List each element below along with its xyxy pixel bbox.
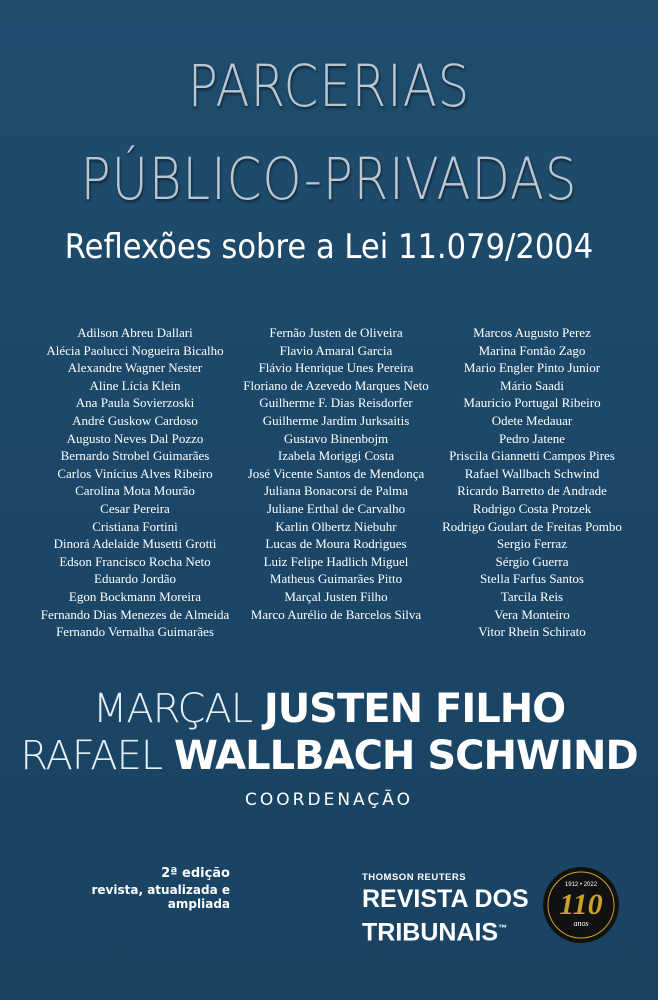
author-name: Guilherme Jardim Jurksaitis [262, 412, 410, 428]
author-name: Alexandre Wagner Nester [67, 360, 203, 376]
seal-number: 110 [559, 888, 603, 921]
author-name: Fernando Dias Menezes de Almeida [40, 606, 230, 622]
author-name: Cesar Pereira [100, 500, 170, 516]
author-name: Egon Bockmann Moreira [68, 588, 202, 604]
authors-column-3 [427, 324, 637, 641]
title-line-1: PARCERIAS [187, 52, 471, 120]
author-name: Juliana Bonacorsi de Palma [263, 483, 409, 499]
author-name: Odete Medauar [491, 412, 573, 428]
author-name: Luiz Felipe Hadlich Miguel [263, 553, 409, 569]
author-name: Dinorá Adelaide Musetti Grotti [53, 536, 217, 552]
publisher-line-2: TRIBUNAIS [362, 918, 499, 947]
author-name: Pedro Jatene [498, 430, 566, 446]
author-name: José Vicente Santos de Mendonça [247, 465, 425, 481]
author-name: Augusto Neves Dal Pozzo [66, 430, 204, 446]
author-name: Priscila Giannetti Campos Pires [449, 448, 615, 464]
coordination-label: COORDENAÇÃO [245, 790, 413, 810]
author-name: Alécia Paolucci Nogueira Bicalho [46, 342, 224, 358]
author-name: Tarcila Reis [500, 588, 564, 604]
author-name: Stella Farfus Santos [480, 571, 584, 587]
author-name: Carlos Vinícius Alves Ribeiro [57, 465, 213, 481]
author-name: Marcos Augusto Perez [473, 325, 591, 340]
anniversary-seal-icon [542, 866, 620, 944]
author-name: Carolina Mota Mourão [75, 483, 195, 499]
author-name: Rodrigo Goulart de Freitas Pombo [442, 518, 622, 534]
author-name: Edson Francisco Rocha Neto [59, 553, 211, 569]
publisher-group: THOMSON REUTERS [362, 872, 467, 883]
author-name: Fernando Vernalha Guimarães [56, 624, 214, 640]
author-name: Cristiana Fortini [92, 518, 178, 534]
author-name: Adilson Abreu Dallari [77, 325, 193, 340]
edition-info [30, 866, 230, 911]
seal-years: 1912 • 2022 [564, 882, 598, 888]
author-name: Izabela Moriggi Costa [277, 448, 395, 464]
subtitle: Reflexões sobre a Lei 11.079/2004 [64, 227, 594, 267]
publisher-line-2-wrap [362, 916, 552, 945]
trademark-mark: ™ [498, 923, 508, 933]
author-name: Sérgio Guerra [495, 553, 569, 569]
author-name: Marco Aurélio de Barcelos Silva [250, 606, 422, 622]
coordinator-2-first: RAFAEL [20, 733, 163, 779]
author-name: Flavio Amaral Garcia [279, 342, 393, 358]
author-name: Flávio Henrique Unes Pereira [258, 360, 414, 376]
author-name: Vitor Rhein Schirato [478, 624, 586, 640]
coordinator-1-first: MARÇAL [92, 686, 253, 732]
author-name: Mauricio Portugal Ribeiro [463, 395, 601, 411]
edition-number: 2ª edição [161, 866, 230, 881]
author-name: Rodrigo Costa Protzek [472, 500, 592, 516]
seal-word: anos [573, 919, 589, 928]
coordinator-1-last: JUSTEN FILHO [263, 686, 566, 732]
author-name: André Guskow Cardoso [72, 412, 198, 428]
author-name: Lucas de Moura Rodrigues [265, 536, 407, 552]
author-name: Aline Lícia Klein [89, 377, 181, 393]
author-name: Bernardo Strobel Guimarães [60, 448, 210, 464]
author-name: Guilherme F. Dias Reisdorfer [259, 395, 413, 411]
authors-column-1 [30, 324, 240, 641]
author-name: Vera Monteiro [494, 606, 570, 622]
edition-note: revista, atualizada e ampliada [91, 883, 230, 911]
author-name: Sergio Ferraz [496, 536, 568, 552]
author-name: Floriano de Azevedo Marques Neto [243, 377, 429, 393]
author-name: Mário Saadi [500, 377, 564, 393]
coordinator-1 [0, 686, 658, 732]
title-line-2: PÚBLICO-PRIVADAS [80, 145, 578, 213]
author-name: Gustavo Binenbojm [283, 430, 389, 446]
author-name: Ricardo Barretto de Andrade [457, 483, 607, 499]
coordinator-2 [0, 733, 658, 779]
author-name: Matheus Guimarães Pitto [269, 571, 403, 587]
author-name: Fernão Justen de Oliveira [269, 325, 403, 340]
coordinator-2-last: WALLBACH SCHWIND [173, 733, 638, 779]
author-name: Mario Engler Pinto Junior [463, 360, 601, 376]
author-name: Karlin Olbertz Niebuhr [275, 518, 397, 534]
author-name: Marina Fontão Zago [478, 342, 586, 358]
author-name: Marçal Justen Filho [284, 588, 388, 604]
author-name: Juliane Erthal de Carvalho [266, 500, 406, 516]
publisher-line-1: REVISTA DOS [362, 885, 529, 913]
author-name: Ana Paula Sovierzoski [75, 395, 195, 411]
publisher-logo [362, 872, 552, 945]
author-name: Eduardo Jordão [94, 571, 176, 587]
authors-column-2 [231, 324, 441, 623]
author-name: Rafael Wallbach Schwind [464, 465, 600, 481]
